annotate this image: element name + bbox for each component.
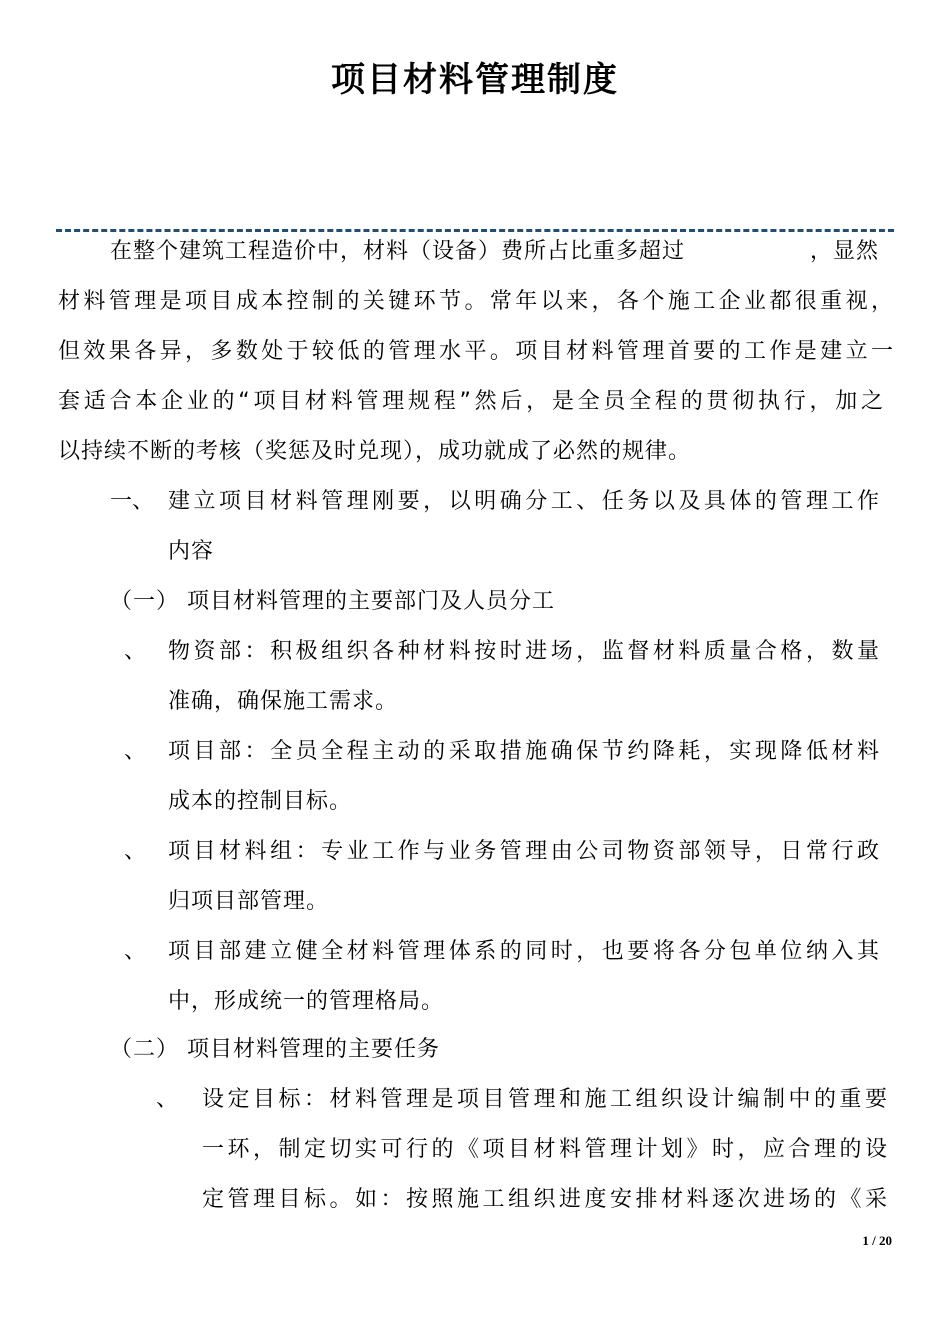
list-marker: 、 [124, 739, 147, 764]
list-item-line-1: 物资部：积极组织各种材料按时进场，监督材料质量合格，数量 [168, 639, 880, 664]
list-item-line-2: 一环，制定切实可行的《项目材料管理计划》时，应合理的设 [202, 1137, 888, 1162]
list-item-line-1: 项目部建立健全材料管理体系的同时，也要将各分包单位纳入其 [168, 939, 880, 964]
intro-line-1a: 在整个建筑工程造价中，材料（设备）费所占比重多超过 [110, 239, 686, 264]
section-line-2: 内容 [168, 539, 215, 564]
list-item-line-1: 设定目标：材料管理是项目管理和施工组织设计编制中的重要 [202, 1087, 888, 1112]
list-item-line-3: 定管理目标。如：按照施工组织进度安排材料逐次进场的《采 [202, 1187, 888, 1212]
list-item-line-2: 归项目部管理。 [168, 889, 330, 914]
section-marker: 一、 [110, 489, 155, 514]
list-item-line-2: 成本的控制目标。 [168, 789, 353, 814]
list-item-line-1: 项目部：全员全程主动的采取措施确保节约降耗，实现降低材料 [168, 739, 880, 764]
list-marker: 、 [124, 939, 147, 964]
list-marker: 、 [156, 1087, 179, 1112]
intro-line-2: 材料管理是项目成本控制的关键环节。常年以来，各个施工企业都很重视， [58, 289, 894, 314]
list-marker: 、 [124, 839, 147, 864]
intro-line-1b: ，显然 [810, 239, 880, 264]
intro-line-5: 以持续不断的考核（奖惩及时兑现），成功就成了必然的规律。 [58, 439, 692, 464]
subsection-heading-1: （一） 项目材料管理的主要部门及人员分工 [110, 589, 555, 614]
subsection-heading-2: （二） 项目材料管理的主要任务 [110, 1037, 440, 1062]
page-number: 1 / 20 [862, 1233, 892, 1248]
section-line-1: 建立项目材料管理刚要，以明确分工、任务以及具体的管理工作 [168, 489, 880, 514]
intro-line-4: 套适合本企业的“项目材料管理规程”然后，是全员全程的贯彻执行，加之 [58, 389, 884, 414]
intro-line-3: 但效果各异，多数处于较低的管理水平。项目材料管理首要的工作是建立一 [58, 339, 894, 364]
page-title: 项目材料管理制度 [331, 60, 619, 100]
list-item-line-2: 中，形成统一的管理格局。 [168, 989, 445, 1014]
list-item-line-1: 项目材料组：专业工作与业务管理由公司物资部领导，日常行政 [168, 839, 880, 864]
list-marker: 、 [124, 639, 147, 664]
header-divider [56, 229, 894, 232]
list-item-line-2: 准确，确保施工需求。 [168, 689, 399, 714]
